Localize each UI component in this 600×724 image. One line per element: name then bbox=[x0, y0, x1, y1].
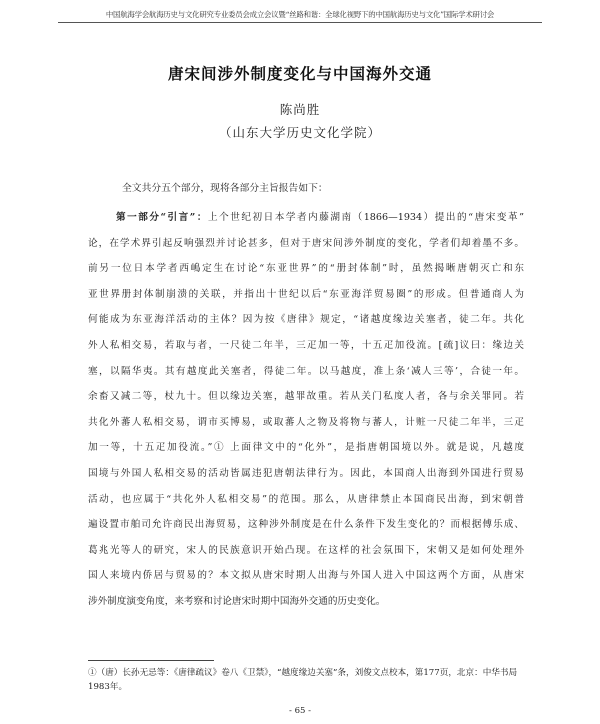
paragraph-line: 国人来境内侨居与贸易的？本文拟从唐宋时期人出海与外国人进入中国这两个方面，从唐宋 bbox=[88, 570, 524, 582]
paragraph-line: 外人私相交易，若取与者，一尺徒二年半，三疋加一等，十五疋加役流。[疏]议曰：缘边关 bbox=[88, 339, 524, 351]
paragraph-line: 涉外制度演变角度，来考察和讨论唐宋时期中国海外交通的历史变化。 bbox=[88, 595, 386, 607]
paragraph-line: 葛兆光等人的研究，宋人的民族意识开始凸现。在这样的社会氛围下，宋朝又是如何处理外 bbox=[88, 544, 524, 556]
paper-title: 唐宋间涉外制度变化与中国海外交通 bbox=[167, 64, 432, 83]
paragraph-line: 何能成为东亚海洋活动的主体？因为按《唐律》规定，“诸越度缘边关塞者，徒二年。共化 bbox=[88, 314, 524, 326]
paper-author: 陈尚胜 bbox=[279, 102, 321, 117]
header-divider bbox=[58, 22, 542, 23]
page-number: - 65 - bbox=[289, 706, 311, 716]
paragraph-line: 共化外蕃人私相交易，谓市买博易，或取蕃人之物及将物与蕃人，计赃一尺徒二年半，三疋 bbox=[88, 416, 524, 428]
footnote-divider bbox=[88, 660, 214, 661]
paragraph-line: 塞，以隔华夷。其有越度此关塞者，得徒二年。以马越度，准上条‘减人三等’，合徒一年。 bbox=[88, 365, 524, 377]
section-lead: 第一部分“引言”： bbox=[116, 212, 208, 223]
body-paragraph bbox=[88, 205, 524, 615]
paragraph-line-text: 上个世纪初日本学者内藤湖南（1866—1934）提出的“唐宋变革” bbox=[207, 212, 524, 223]
running-header: 中国航海学会航海历史与文化研究专业委员会成立会议暨“丝路和谐：全球化视野下的中国航海历史与文化”国际学术研讨会 bbox=[105, 10, 495, 19]
paragraph-line: 国境与外国人私相交易的活动皆属违犯唐朝法律行为。因此，本国商人出海到外国进行贸易 bbox=[88, 467, 524, 479]
footnote: ①（唐）长孙无忌等：《唐律疏议》卷八《卫禁》，“越度缘边关塞”条，刘俊文点校本，第177页，北京：中华书局1983年。 bbox=[88, 668, 518, 692]
paragraph-line: 论，在学术界引起反响强烈并讨论甚多，但对于唐宋间涉外制度的变化，学者们却着墨不多。 bbox=[88, 237, 524, 249]
paragraph-line: 加一等，十五疋加役流。”① 上面律文中的“化外”，是指唐朝国境以外。就是说，凡越度 bbox=[88, 442, 524, 454]
paragraph-line: 遍设置市舶司允许商民出海贸易，这种涉外制度是在什么条件下发生变化的？而根据傅乐成、 bbox=[88, 519, 524, 531]
paragraph-line: 前另一位日本学者西嶋定生在讨论“东亚世界”的“册封体制”时，虽然揭晰唐朝灭亡和东 bbox=[88, 263, 524, 275]
paragraph-line: 亚世界册封体制崩溃的关联，并指出十世纪以后“东亚海洋贸易圈”的形成。但普通商人为 bbox=[88, 288, 524, 300]
paragraph-line: 余畜又减二等，杖九十。但以缘边关塞，越罪故重。若从关门私度人者，各与余关罪同。若 bbox=[88, 391, 524, 403]
paragraph-line bbox=[88, 205, 524, 231]
intro-sentence: 全文共分五个部分，现将各部分主旨报告如下： bbox=[122, 183, 328, 194]
author-affiliation: （山东大学历史文化学院） bbox=[218, 125, 381, 140]
paragraph-line: 活动，也应属于“共化外人私相交易”的范围。那么，从唐律禁止本国商民出海，到宋朝普 bbox=[88, 493, 524, 505]
